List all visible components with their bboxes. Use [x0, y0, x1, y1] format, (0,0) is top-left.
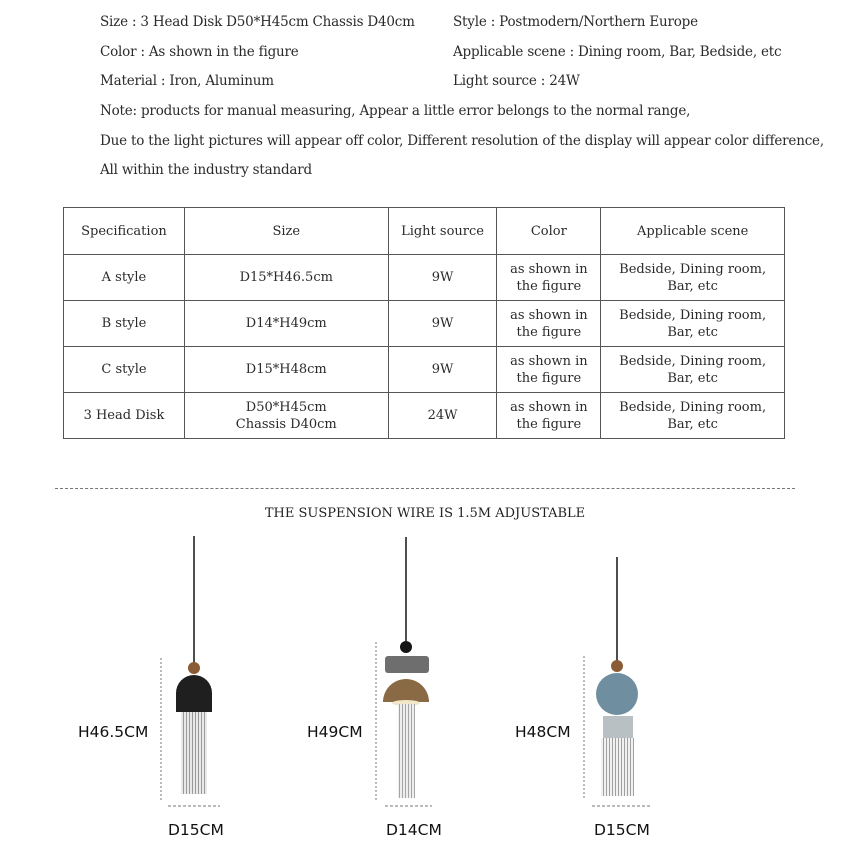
cell-scene-line: Bar, etc [667, 278, 718, 294]
lamp-a-shade [176, 675, 212, 712]
wire-title: THE SUSPENSION WIRE IS 1.5M ADJUSTABLE [264, 506, 586, 521]
header-size: Size [184, 208, 388, 255]
lamp-c-illustration [584, 557, 650, 806]
cell-color-line: as shown in [510, 307, 588, 323]
cell-light: 9W [388, 301, 497, 347]
spec-color: Color : As shown in the figure [100, 44, 299, 60]
cell-scene-line: Bedside, Dining room, [619, 399, 767, 415]
spec-size: Size : 3 Head Disk D50*H45cm Chassis D40cm [100, 14, 415, 30]
cell-color-line: as shown in [510, 261, 588, 277]
cell-color-line: the figure [516, 416, 582, 432]
spec-light-source: Light source : 24W [453, 73, 580, 89]
spec-material: Material : Iron, Aluminum [100, 73, 274, 89]
header-applicable-scene: Applicable scene [601, 208, 785, 255]
cell-light: 24W [388, 393, 497, 439]
cell-light: 9W [388, 347, 497, 393]
note-line-2: Due to the light pictures will appear off color, Different resolution of the display will appear color difference, [100, 133, 824, 149]
lamp-b-diameter-label: D14CM [386, 821, 442, 839]
cell-scene-line: Bedside, Dining room, [619, 353, 767, 369]
lamp-b-tassel [398, 704, 415, 798]
lamp-b-height-label: H49CM [307, 723, 363, 741]
cell-light: 9W [388, 255, 497, 301]
cell-color-line: the figure [516, 278, 582, 294]
lamp-a-ball [188, 662, 200, 674]
header-specification: Specification [64, 208, 185, 255]
spec-style: Style : Postmodern/Northern Europe [453, 14, 698, 30]
cell-color-line: as shown in [510, 353, 588, 369]
cell-size-line: D15*H48cm [245, 362, 327, 377]
cell-size-line: D50*H45cm [245, 399, 327, 415]
cell-color-line: the figure [516, 370, 582, 386]
lamp-a-illustration [161, 536, 220, 806]
cell-color-line: the figure [516, 324, 582, 340]
lamp-c-ball [611, 660, 623, 672]
cell-scene-line: Bar, etc [667, 324, 718, 340]
lamp-a-height-label: H46.5CM [78, 723, 149, 741]
cell-spec: B style [64, 301, 185, 347]
spec-scene: Applicable scene : Dining room, Bar, Bedside, etc [453, 44, 782, 60]
cell-size-line: D15*H46.5cm [239, 270, 333, 285]
lamp-b-shade [383, 679, 429, 702]
lamp-c-sphere [596, 673, 638, 715]
lamp-b-ball [400, 641, 412, 653]
lamp-b-disk [385, 656, 429, 673]
header-color: Color [497, 208, 601, 255]
cell-spec: A style [64, 255, 185, 301]
lamp-a-diameter-label: D15CM [168, 821, 224, 839]
cell-scene-line: Bar, etc [667, 416, 718, 432]
note-line-1: Note: products for manual measuring, Appear a little error belongs to the normal range, [100, 103, 691, 119]
header-light-source: Light source [388, 208, 497, 255]
lamp-b-illustration [376, 537, 432, 806]
note-line-3: All within the industry standard [100, 162, 312, 178]
cell-spec: C style [64, 347, 185, 393]
cell-color-line: as shown in [510, 399, 588, 415]
cell-size-line: D14*H49cm [245, 316, 327, 331]
lamp-c-tassel [601, 738, 634, 796]
cell-size-line: Chassis D40cm [235, 416, 337, 432]
lamp-c-cylinder [603, 716, 633, 738]
cell-scene-line: Bar, etc [667, 370, 718, 386]
cell-scene-line: Bedside, Dining room, [619, 307, 767, 323]
lamp-a-tassel [181, 712, 207, 794]
cell-spec: 3 Head Disk [64, 393, 185, 439]
lamp-c-diameter-label: D15CM [594, 821, 650, 839]
lamp-c-height-label: H48CM [515, 723, 571, 741]
cell-scene-line: Bedside, Dining room, [619, 261, 767, 277]
